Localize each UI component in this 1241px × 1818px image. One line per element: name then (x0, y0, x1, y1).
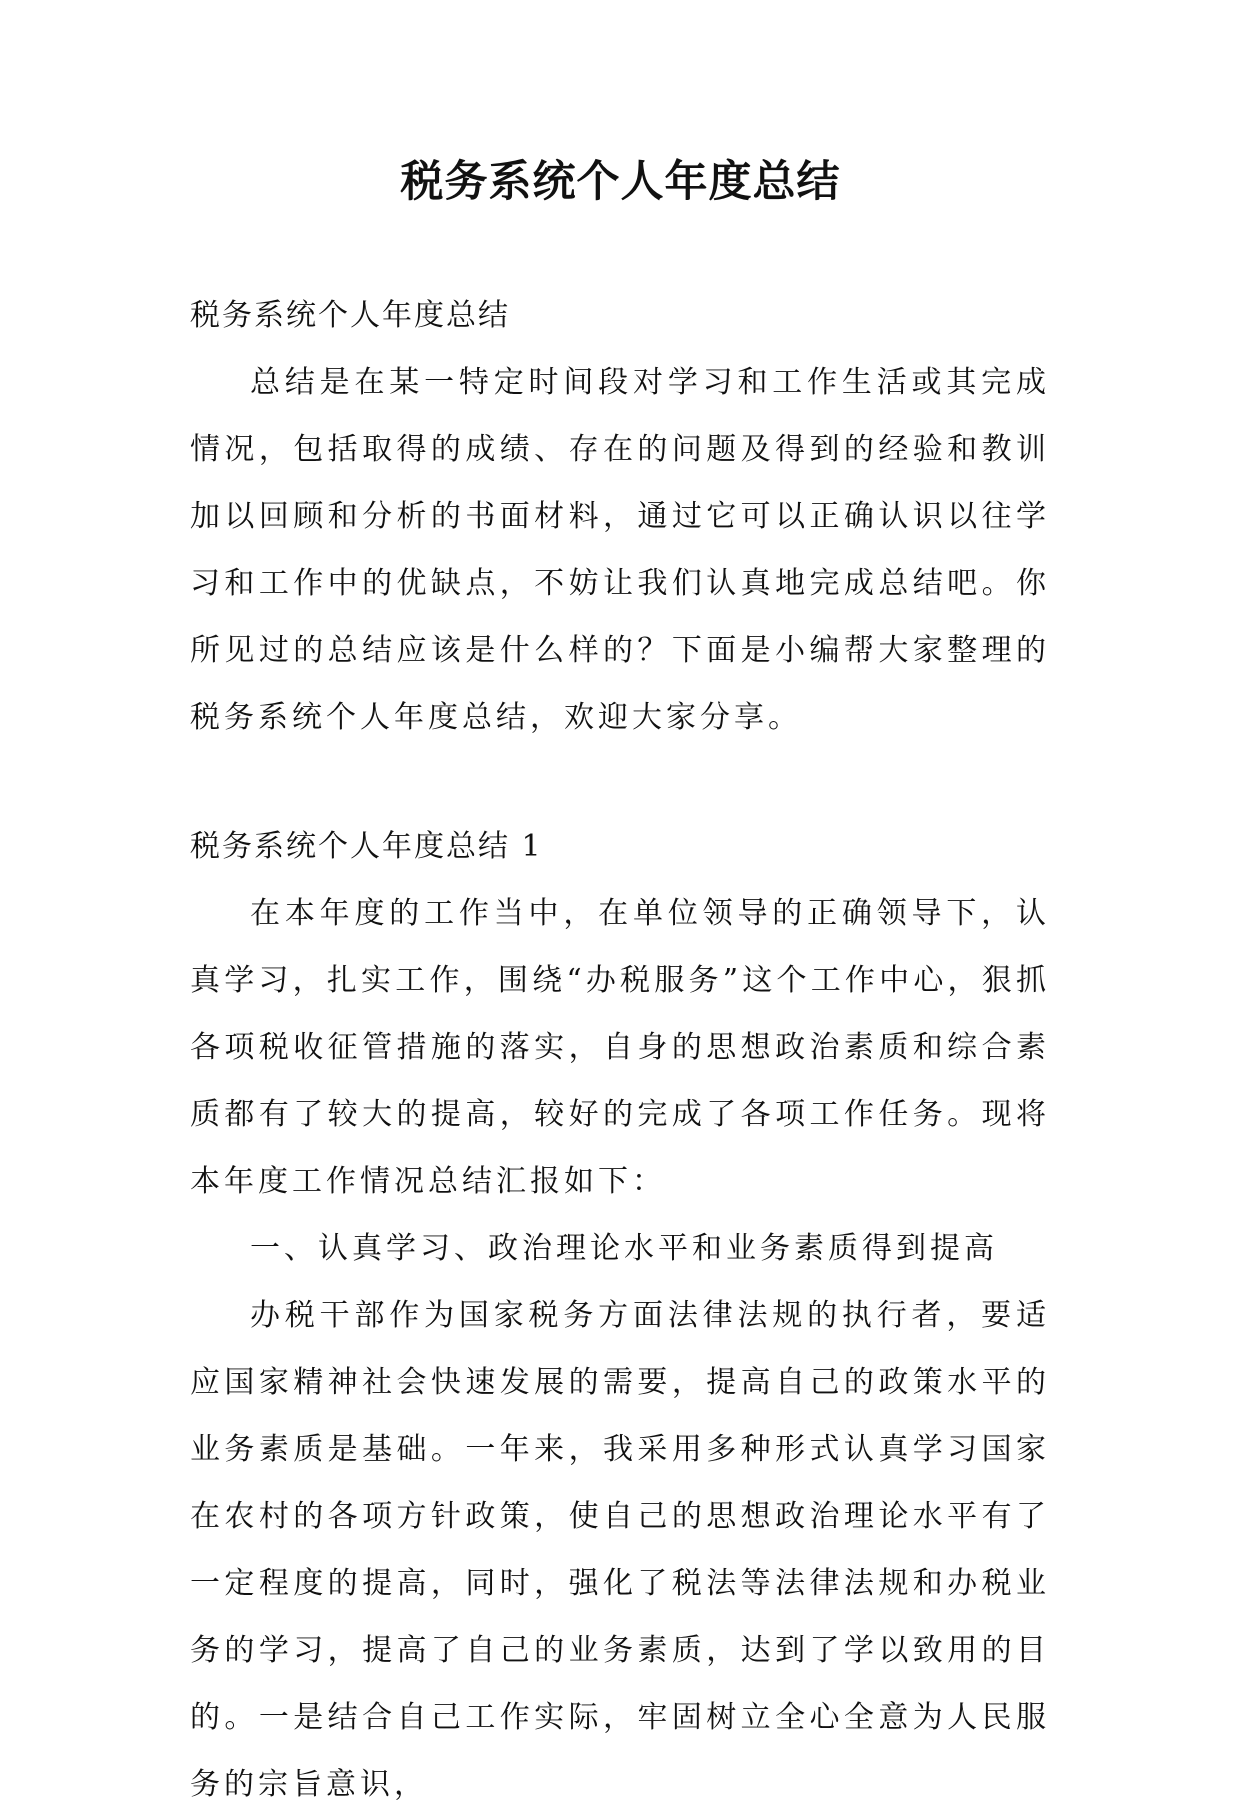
section1-paragraph-2: 办税干部作为国家税务方面法律法规的执行者，要适应国家精神社会快速发展的需要，提高自己的政策水平的业务素质是基础。一年来，我采用多种形式认真学习国家在农村的各项方针政策，使自己的思想政治理论水平有了一定程度的提高，同时，强化了税法等法律法规和办税业务的学习，提高了自己的业务素质，达到了学以致用的目的。一是结合自己工作实际，牢固树立全心全意为人民服务的宗旨意识， (190, 1298, 1050, 1802)
section1-subheading: 一、认真学习、政治理论水平和业务素质得到提高 (250, 1231, 998, 1266)
document-body (190, 282, 1050, 1818)
intro-heading: 税务系统个人年度总结 (190, 298, 510, 333)
intro-paragraph: 总结是在某一特定时间段对学习和工作生活或其完成情况，包括取得的成绩、存在的问题及得到的经验和教训加以回顾和分析的书面材料，通过它可以正确认识以往学习和工作中的优缺点，不妨让我们认真地完成总结吧。你所见过的总结应该是什么样的？下面是小编帮大家整理的税务系统个人年度总结，欢迎大家分享。 (190, 365, 1050, 735)
section1-paragraph-1: 在本年度的工作当中，在单位领导的正确领导下，认真学习，扎实工作，围绕“办税服务”这个工作中心，狠抓各项税收征管措施的落实，自身的思想政治素质和综合素质都有了较大的提高，较好的完成了各项工作任务。现将本年度工作情况总结汇报如下： (190, 896, 1050, 1199)
section-spacer (190, 751, 1050, 813)
document-title: 税务系统个人年度总结 (400, 157, 841, 207)
section1-heading: 税务系统个人年度总结 1 (190, 829, 543, 864)
